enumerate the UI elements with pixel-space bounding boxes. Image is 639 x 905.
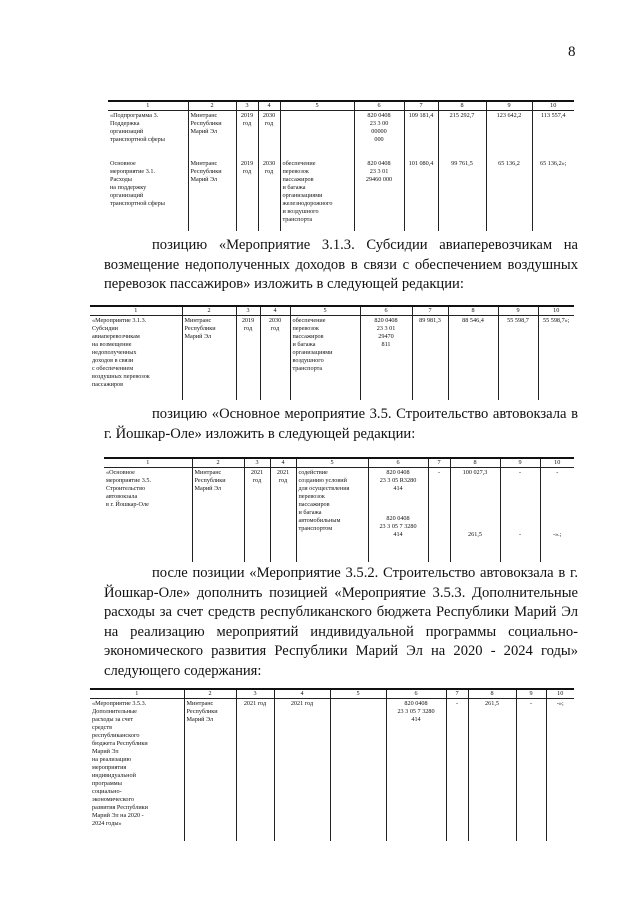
- table-cell: 1: [90, 689, 184, 699]
- table-cell: 1: [108, 101, 188, 111]
- table-cell: обеспечение перевозок пассажиров и багажа организациями железнодорожного и воздушного транспорта: [280, 159, 354, 231]
- table-header-row: [90, 306, 574, 316]
- table-cell: Минтранс Республики Марий Эл: [182, 316, 236, 401]
- table-cell: 820 0408 23 3 05 7 3280 414: [386, 699, 446, 842]
- table-cell: Основное мероприятие 3.1. Расходы на поддержку организаций транспортной сферы: [108, 159, 188, 231]
- table-cell: обеспечение перевозок пассажиров и багажа организациями воздушного транспорта: [290, 316, 360, 401]
- table-cell: -: [446, 699, 468, 842]
- table-cell: 55 598,7: [498, 316, 538, 401]
- table-cell: 4: [260, 306, 290, 316]
- table-cell: 820 0408 23 3 01 29460 000: [354, 159, 404, 231]
- table-cell: 10: [546, 689, 574, 699]
- paragraph-3: после позиции «Мероприятие 3.5.2. Строительство автовокзала в г. Йошкар-Оле» дополнить позицией «Мероприятие 3.5.3. Дополнительные расходы за счет средств республиканского бюджета Республики Марий Эл на реализацию мероприятий индивидуальной программы социально-экономического развития Республики Марий Эл на 2020 - 2024 годы» следующего содержания:: [104, 565, 578, 679]
- table-cell: 3: [236, 306, 260, 316]
- table-cell: -»;: [546, 699, 574, 842]
- table-cell: 3: [236, 689, 274, 699]
- table-cell: 5: [330, 689, 386, 699]
- table-cell: 99 761,5: [438, 159, 486, 231]
- table-cell: [280, 111, 354, 160]
- table-cell: 3: [236, 101, 258, 111]
- table-cell: 6: [386, 689, 446, 699]
- table-cell: 5: [280, 101, 354, 111]
- table-cell: 2019 год: [236, 159, 258, 231]
- table-cell: «Мероприятие 3.5.3. Дополнительные расходы за счет средств республиканского бюджета Республики Марий Эл на реализацию мероприятия индивидуальной программы социально- экономического развития Республики Марий Эл на 2020 - 2024 годы»: [90, 699, 184, 842]
- table-cell: 4: [270, 458, 296, 468]
- table-cell: 2: [192, 458, 244, 468]
- table-cell: 7: [428, 458, 450, 468]
- table-cell: 2030 год: [258, 111, 280, 160]
- table-cell: 100 027,3 261,5: [450, 468, 500, 563]
- table-cell: Минтранс Республики Марий Эл: [188, 159, 236, 231]
- table-cell: 3: [244, 458, 270, 468]
- table-cell: 2030 год: [258, 159, 280, 231]
- table-cell: Минтранс Республики Марий Эл: [192, 468, 244, 563]
- table-cell: 10: [532, 101, 574, 111]
- table-cell: 6: [368, 458, 428, 468]
- table-header-row: [90, 689, 574, 699]
- table-cell: 88 546,4: [448, 316, 498, 401]
- table-cell: Минтранс Республики Марий Эл: [188, 111, 236, 160]
- table-cell: «Мероприятие 3.1.3. Субсидии авиаперевозчикам на возмещение недополученных доходов в связи с обеспечением воздушных перевозок пассажиров: [90, 316, 182, 401]
- table-cell: 7: [404, 101, 438, 111]
- table-cell: -: [516, 699, 546, 842]
- table-cell: 2019 год: [236, 316, 260, 401]
- table-cell: 2021 год: [236, 699, 274, 842]
- table-row: [108, 159, 574, 231]
- table-cell: 9: [498, 306, 538, 316]
- table-cell: -: [428, 468, 450, 563]
- table-cell: 8: [468, 689, 516, 699]
- table-cell: 6: [360, 306, 412, 316]
- table-cell: 2021 год: [274, 699, 330, 842]
- table-cell: 5: [296, 458, 368, 468]
- table-cell: 8: [450, 458, 500, 468]
- table-cell: 6: [354, 101, 404, 111]
- table-cell: 89 981,3: [412, 316, 448, 401]
- table-cell: 1: [90, 306, 182, 316]
- table-cell: 8: [448, 306, 498, 316]
- table-cell: 9: [516, 689, 546, 699]
- table-2: [90, 305, 574, 400]
- table-row: [104, 468, 574, 563]
- table-cell: 123 642,2: [486, 111, 532, 160]
- table-cell: 113 557,4: [532, 111, 574, 160]
- table-header-row: [108, 101, 574, 111]
- table-4: [90, 688, 574, 841]
- table-cell: 2030 год: [260, 316, 290, 401]
- table-cell: 101 080,4: [404, 159, 438, 231]
- table-cell: - -: [500, 468, 540, 563]
- table-cell: 5: [290, 306, 360, 316]
- table-cell: Минтранс Республики Марий Эл: [184, 699, 236, 842]
- table-cell: 2: [184, 689, 236, 699]
- table-cell: 7: [446, 689, 468, 699]
- page-number: 8: [568, 44, 576, 60]
- table-cell: [368, 468, 428, 563]
- table-cell: 2: [182, 306, 236, 316]
- budget-code-2: 820 0408 23 3 05 7 3280 414: [379, 515, 417, 538]
- budget-code-1: 820 0408 23 3 05 R3280 414: [379, 469, 417, 492]
- table-cell: 9: [500, 458, 540, 468]
- table-cell: 2021 год: [270, 468, 296, 563]
- table-cell: [330, 699, 386, 842]
- table-cell: 65 136,2: [486, 159, 532, 231]
- table-cell: 215 292,7: [438, 111, 486, 160]
- table-cell: 4: [258, 101, 280, 111]
- table-cell: содействие созданию условий для осуществления перевозок пассажиров и багажа автомобильным транспортом: [296, 468, 368, 563]
- table-cell: 2021 год: [244, 468, 270, 563]
- table-1: [108, 100, 574, 231]
- table-cell: 109 181,4: [404, 111, 438, 160]
- table-cell: 8: [438, 101, 486, 111]
- table-row: [108, 111, 574, 160]
- paragraph-2: позицию «Основное мероприятие 3.5. Строительство автовокзала в г. Йошкар-Оле» изложить в следующей редакции:: [104, 406, 578, 442]
- table-cell: 820 0408 23 3 00 00000 000: [354, 111, 404, 160]
- table-header-row: [104, 458, 574, 468]
- table-cell: 2019 год: [236, 111, 258, 160]
- table-cell: - -».;: [540, 468, 574, 563]
- table-cell: 10: [538, 306, 574, 316]
- paragraph-1: позицию «Мероприятие 3.1.3. Субсидии авиаперевозчикам на возмещение недополученных доходов в связи с обеспечением воздушных перевозок пассажиров» изложить в следующей редакции:: [104, 237, 578, 292]
- table-row: [90, 316, 574, 401]
- table-cell: 4: [274, 689, 330, 699]
- table-cell: 820 0408 23 3 01 29470 811: [360, 316, 412, 401]
- table-cell: 2: [188, 101, 236, 111]
- table-cell: 9: [486, 101, 532, 111]
- table-cell: «Подпрограмма 3. Поддержка организаций транспортной сферы: [108, 111, 188, 160]
- table-cell: 55 598,7»;: [538, 316, 574, 401]
- table-cell: 261,5: [468, 699, 516, 842]
- table-cell: 65 136,2»;: [532, 159, 574, 231]
- table-cell: 1: [104, 458, 192, 468]
- table-row: [90, 699, 574, 842]
- table-cell: 10: [540, 458, 574, 468]
- table-3: [104, 457, 574, 562]
- table-cell: 7: [412, 306, 448, 316]
- table-cell: «Основное мероприятие 3.5. Строительство автовокзала в г. Йошкар-Оле: [104, 468, 192, 563]
